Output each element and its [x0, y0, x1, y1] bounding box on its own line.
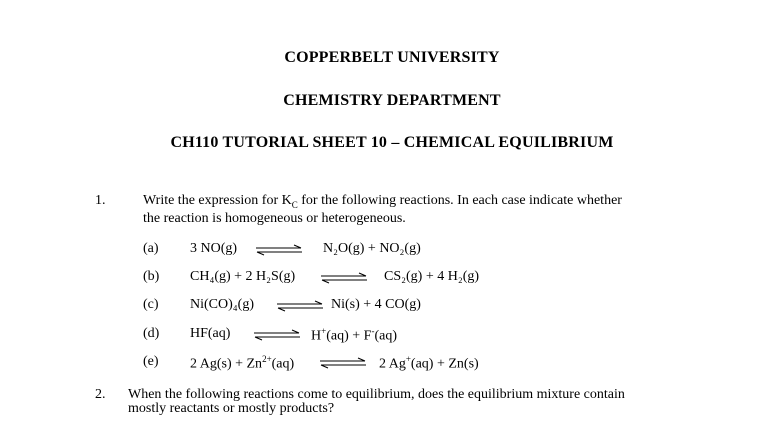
f-charge: - [371, 326, 375, 336]
reaction-products: Ni(s) + 4 CO(g) [331, 297, 421, 312]
reaction-products [311, 326, 397, 345]
equilibrium-arrow-icon [320, 357, 366, 369]
question-1-text [143, 194, 622, 226]
reaction-reactants: HF(aq) [190, 326, 231, 341]
reaction-products [379, 354, 479, 373]
reaction-label: (a) [143, 241, 159, 256]
q1-text-pre: Write the expression for K [143, 193, 292, 208]
q2-text-line1: When the following reactions come to equilibrium, does the equilibrium mixture contain [128, 387, 625, 402]
lhs-pre: 2 Ag(s) + Zn [190, 356, 263, 372]
q1-kc-subscript: C [291, 199, 298, 210]
zn-charge: 2+ [262, 354, 272, 364]
reaction-products: N₂O(g) + NO₂(g) [323, 241, 421, 256]
equilibrium-arrow-icon [256, 244, 302, 256]
equilibrium-arrow-icon [321, 272, 367, 284]
department-heading: CHEMISTRY DEPARTMENT [283, 92, 501, 109]
question-2-text [128, 388, 625, 416]
rhs-post: (aq) + Zn(s) [410, 356, 479, 372]
rhs-pre: 2 Ag [379, 356, 406, 372]
reaction-products: CS₂(g) + 4 H₂(g) [384, 269, 480, 284]
f-state: (aq) [374, 328, 397, 344]
h-ion: H [311, 328, 322, 344]
q1-text-line2: the reaction is homogeneous or heterogeneous. [143, 210, 406, 226]
university-heading: COPPERBELT UNIVERSITY [284, 49, 500, 66]
q2-text-line2: mostly reactants or mostly products? [128, 401, 335, 416]
reaction-label: (e) [143, 354, 159, 369]
h-charge: + [321, 326, 327, 336]
reaction-reactants [190, 354, 294, 373]
reaction-reactants: Ni(CO)₄(g) [190, 297, 254, 312]
reaction-reactants: CH₄(g) + 2 H₂S(g) [190, 269, 296, 284]
reaction-reactants: 3 NO(g) [190, 241, 238, 256]
equilibrium-arrow-icon [254, 329, 300, 341]
sheet-title: CH110 TUTORIAL SHEET 10 – CHEMICAL EQUILIBRIUM [170, 134, 614, 151]
reaction-label: (b) [143, 269, 160, 284]
reaction-label: (c) [143, 297, 159, 312]
equilibrium-arrow-icon [277, 300, 323, 312]
question-1-number: 1. [95, 193, 106, 208]
ag-charge: + [405, 354, 411, 364]
question-2-number: 2. [95, 387, 106, 402]
q1-text-post: for the following reactions. In each case indicate whether [297, 193, 622, 208]
f-ion: (aq) + F [326, 328, 372, 344]
lhs-post: (aq) [271, 356, 295, 372]
reaction-label: (d) [143, 326, 160, 341]
